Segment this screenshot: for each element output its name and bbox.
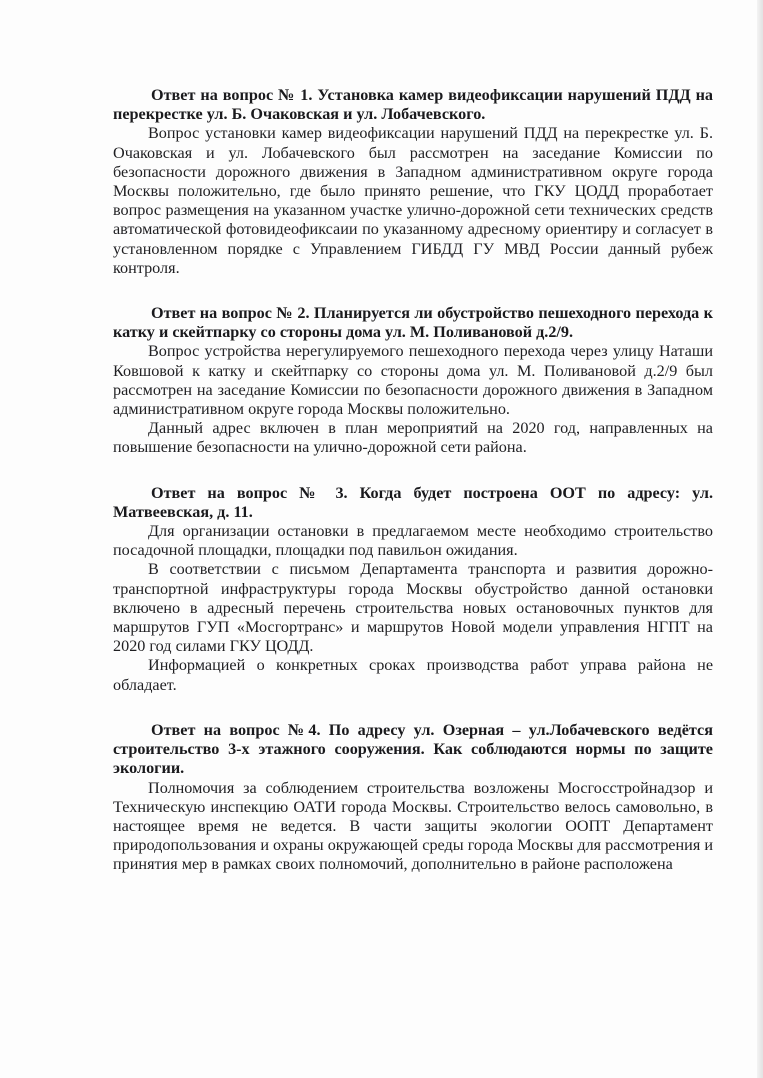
answer-heading-1: Ответ на вопрос № 1. Установка камер видеофиксации нарушений ПДД на перекрестке ул. Б. Очаковская и ул. Лобачевского. (113, 86, 713, 124)
answer-section-2 (113, 304, 713, 458)
answer-paragraph-2-2: Данный адрес включен в план мероприятий на 2020 год, направленных на повышение безопасности на улично-дорожной сети района. (113, 419, 713, 457)
answer-paragraph-4-1: Полномочия за соблюдением строительства возложены Мосгосстройнадзор и Техническую инспекцию ОАТИ города Москвы. Строительство велось самовольно, в настоящее время не ведется. В части защиты экологии ООПТ Департамент природопользования и охраны окружающей среды города Москвы для рассмотрения и принятия мер в рамках своих полномочий, дополнительно в районе расположена (113, 778, 713, 874)
answer-section-3 (113, 484, 713, 695)
document-body (113, 86, 713, 875)
page-edge-shadow (757, 0, 763, 1078)
answer-heading-4: Ответ на вопрос №4. По адресу ул. Озерная – ул.Лобачевского ведётся строительство 3-х этажного сооружения. Как соблюдаются нормы по защите экологии. (113, 720, 713, 778)
answer-heading-3: Ответ на вопрос № 3. Когда будет построена ООТ по адресу: ул. Матвеевская, д. 11. (113, 483, 713, 521)
answer-paragraph-1-1: Вопрос установки камер видеофиксации нарушений ПДД на перекрестке ул. Б. Очаковская и ул. Лобачевского был рассмотрен на заседание Комиссии по безопасности дорожного движения в Западном административном округе города Москвы положительно, где было принято решение, что ГКУ ЦОДД проработает вопрос размещения на указанном участке улично-дорожной сети технических средств автоматической фотовидеофиксаии по указанному адресному ориентиру и согласует в установленном порядке с Управлением ГИБДД ГУ МВД России данный рубеж контроля. (113, 124, 713, 277)
answer-paragraph-3-3: Информацией о конкретных сроках производства работ управа района не обладает. (113, 656, 713, 694)
answer-paragraph-3-2: В соответствии с письмом Департамента транспорта и развития дорожно-транспортной инфраструктуры города Москвы обустройство данной остановки включено в адресный перечень строительства новых остановочных пунктов для маршрутов ГУП «Мосгортранс» и маршрутов Новой модели управления НГПТ на 2020 год силами ГКУ ЦОДД. (113, 560, 713, 656)
answer-paragraph-2-1: Вопрос устройства нерегулируемого пешеходного перехода через улицу Наташи Ковшовой к катку и скейтпарку со стороны дома ул. М. Поливановой д.2/9 был рассмотрен на заседание Комиссии по безопасности дорожного движения в Западном административном округе города Москвы положительно. (113, 342, 713, 419)
answer-section-1 (113, 86, 713, 278)
answer-section-4 (113, 721, 713, 875)
answer-paragraph-3-1: Для организации остановки в предлагаемом месте необходимо строительство посадочной площадки, площадки под павильон ожидания. (113, 522, 713, 560)
answer-heading-2: Ответ на вопрос № 2. Планируется ли обустройство пешеходного перехода к катку и скейтпарку со стороны дома ул. М. Поливановой д.2/9. (113, 304, 713, 342)
